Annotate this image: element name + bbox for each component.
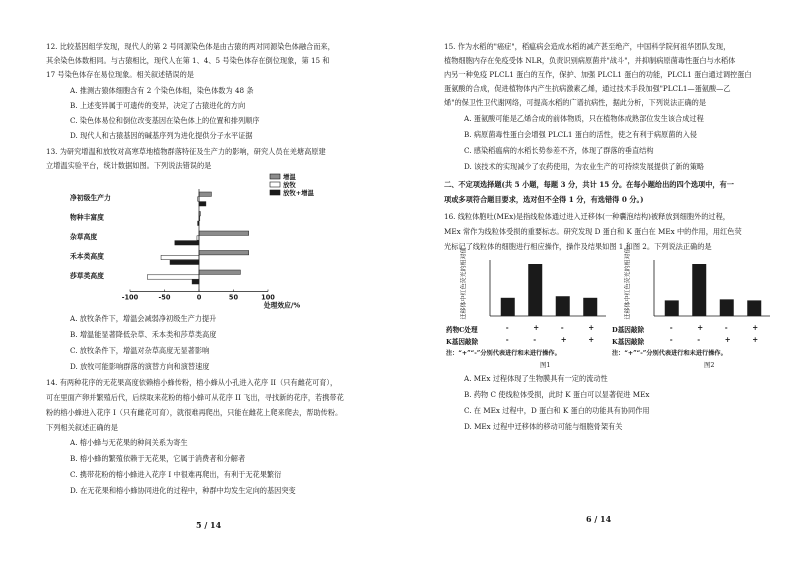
- legend-swatch-2: [270, 190, 280, 195]
- q13-option-a: A. 放牧条件下，增温会减弱净初级生产力提升: [70, 314, 217, 323]
- fig1-bar-plot: [488, 258, 613, 322]
- q13-option-b: B. 增温能显著降低杂草、禾本类和莎草类高度: [70, 330, 217, 339]
- page-number-left: 5 / 14: [196, 520, 222, 530]
- fig1-row-2-mark-3: +: [588, 335, 595, 344]
- fig2-row-2-marks: [652, 335, 777, 345]
- q12-option-b: B. 上述变异属于可遗传的变异，决定了古猿进化的方向: [70, 101, 246, 110]
- figure-1: [446, 247, 618, 370]
- fig1-bar-0: [501, 298, 515, 316]
- fig1-bar-2: [556, 296, 570, 316]
- q15-option-c: C. 感染稻瘟病的水稻长势参差不齐，体现了群落的垂直结构: [464, 146, 654, 155]
- bar-2-0: [199, 202, 206, 206]
- fig2-bar-0: [665, 300, 679, 316]
- fig1-row-1-marks: [488, 323, 613, 333]
- q14-stem-line-4: 下列相关叙述正确的是: [46, 423, 118, 432]
- fig1-row-1-mark-1: +: [533, 323, 540, 332]
- q12-option-a: A. 推测古猿体细胞含有 2 个染色体组，染色体数为 48 条: [70, 86, 254, 95]
- fig1-row-2-marks: [488, 335, 613, 345]
- bar-1-3: [161, 255, 199, 259]
- q12-stem-line-2: 其余染色体数相同。与古猿相比，现代人在第 1、4、5 号染色体存在倒位现象，第 15 和: [46, 56, 330, 65]
- q15-stem-line-4: 蛋氨酸的合成，促进植物体内产生抗病激素乙烯，通过技术手段加强"PLCL1—蛋氨酸—乙: [444, 84, 731, 93]
- x-tick-label-1: -50: [158, 293, 171, 302]
- category-label-4: 莎草类高度: [70, 272, 104, 280]
- fig1-row-1-mark-3: +: [588, 323, 595, 332]
- section2-heading-line-2: 项或多项符合题目要求，选对但不全得 1 分，有选错得 0 分。): [444, 195, 644, 204]
- q15-stem-line-1: 15. 作为水稻的"癌症"，稻瘟病会造成水稻的减产甚至绝产，中国科学院何祖华团队发现，: [444, 42, 731, 51]
- fig2-row-1-mark-0: -: [669, 323, 673, 332]
- figure-2: [612, 247, 782, 370]
- x-tick-label-0: -100: [121, 293, 139, 302]
- q13-option-d: D. 放牧可能影响群落的演替方向和演替速度: [70, 362, 210, 371]
- fig2-bar-1: [692, 264, 706, 316]
- q14-stem-line-1: 14. 有两种花序的无花果高度依赖榕小蜂传粉，榕小蜂从小孔进入花序 II（只有雌花可育），: [46, 378, 338, 387]
- q14-stem-line-2: 可在里面产卵并繁殖后代，后续取来花粉的榕小蜂可从花序 II 飞出，寻找新的花序，若携带花: [46, 393, 344, 402]
- fig1-bar-3: [583, 298, 597, 316]
- category-label-2: 杂草高度: [70, 233, 98, 241]
- bar-0-3: [199, 251, 249, 255]
- bar-2-2: [175, 241, 199, 245]
- fig1-row-2-mark-1: -: [533, 335, 537, 344]
- x-tick-label-4: 100: [261, 293, 275, 302]
- q14-option-b: B. 榕小蜂的繁殖依赖于无花果，它属于消费者和分解者: [70, 454, 246, 463]
- bar-2-4: [192, 280, 199, 284]
- bar-1-4: [147, 275, 199, 279]
- fig1-ylabel: 迁移体中红色荧光的相对值: [460, 247, 468, 320]
- q16-option-a: A. MEx 过程体现了生物膜具有一定的流动性: [464, 374, 608, 383]
- category-label-1: 物种丰富度: [70, 213, 104, 222]
- fig2-row-1-mark-2: -: [724, 323, 728, 332]
- fig1-row-2-label: K基因敲除: [446, 338, 479, 346]
- x-axis-title: 处理效应/%: [263, 301, 301, 310]
- fig1-caption: 图1: [540, 361, 551, 369]
- q16-option-b: B. 药物 C 使线粒体受损，此时 K 蛋白可以显著促进 MEx: [464, 390, 650, 399]
- fig2-row-2-mark-2: +: [724, 335, 731, 344]
- q15-stem-line-2: 植物细胞内存在免疫受体 NLR，负责识别病原菌并"战斗"，并抑制病原菌毒性蛋白与水稻体: [444, 56, 736, 65]
- q15-option-a: A. 蛋氨酸可能是乙烯合成的前体物质，只在植物体成熟部位发生该合成过程: [464, 114, 704, 123]
- legend-label-0: 增温: [283, 173, 296, 181]
- fig2-row-1-marks: [652, 323, 777, 333]
- page-number-right: 6 / 14: [586, 514, 612, 524]
- legend-swatch-1: [270, 182, 280, 187]
- fig2-row-2-mark-0: -: [669, 335, 673, 344]
- x-tick-label-2: 0: [196, 293, 202, 302]
- exam-page-right: [400, 0, 800, 566]
- q12-option-d: D. 现代人和古猿基因的碱基序列为进化提供分子水平证据: [70, 131, 253, 140]
- fig1-row-1-mark-0: -: [505, 323, 509, 332]
- fig1-row-1-label: 药物C处理: [446, 326, 478, 334]
- section2-heading-line-1: 二、不定项选择题(共 5 小题，每题 3 分，共计 15 分。在每小题给出的四个选项中，有一: [444, 180, 734, 189]
- fig2-row-2-mark-3: +: [752, 335, 759, 344]
- bar-2-3: [170, 260, 199, 264]
- fig2-row-2-mark-1: -: [697, 335, 701, 344]
- q13-option-c: C. 放牧条件下，增温对杂草高度无显著影响: [70, 346, 210, 355]
- q15-stem-line-5: 烯"的保卫性卫代谢网络，可提高水稻的广谱抗病性，据此分析，下列说法正确的是: [444, 98, 707, 107]
- treatment-effect-bar-chart: [70, 172, 330, 310]
- q16-stem-line-1: 16. 线粒体胞吐(MEx)是指线粒体通过进入迁移体(一种囊泡结构)被释放到细胞外的过程，: [444, 212, 730, 221]
- category-label-0: 净初级生产力: [70, 194, 111, 202]
- fig2-bar-plot: [652, 258, 777, 322]
- bar-0-4: [199, 270, 240, 274]
- legend-swatch-0: [270, 174, 280, 179]
- q14-option-d: D. 在无花果和榕小蜂协同进化的过程中，种群中均发生定向的基因突变: [70, 486, 296, 495]
- legend-label-2: 放牧+增温: [283, 189, 314, 197]
- q15-stem-line-3: 内另一种免疫 PLCL1 蛋白的互作，保护、加强 PLCL1 蛋白的功能，PLCL1 蛋白通过调控蛋白: [444, 70, 752, 79]
- fig2-bar-3: [747, 300, 761, 316]
- fig1-row-2-mark-2: +: [560, 335, 567, 344]
- x-tick-label-3: 50: [228, 293, 239, 302]
- fig2-row-2-label: K基因敲除: [612, 338, 645, 346]
- bar-0-2: [199, 231, 249, 235]
- bar-0-0: [199, 192, 211, 196]
- q14-option-c: C. 携带花粉的榕小蜂进入花序 I 中很难再爬出，有利于无花果繁衍: [70, 470, 282, 479]
- q12-stem-line-1: 12. 比较基因组学发现，现代人的第 2 号同源染色体是由古猿的两对同源染色体融合而来，: [46, 42, 335, 51]
- fig1-bar-1: [528, 264, 542, 316]
- q15-option-d: D. 该技术的实现减少了农药使用，为农业生产的可持续发展提供了新的策略: [464, 162, 705, 171]
- fig1-row-2-mark-0: -: [505, 335, 509, 344]
- fig2-row-1-label: D基因敲除: [612, 326, 645, 334]
- q12-option-c: C. 染色体易位和倒位改变基因在染色体上的位置和排列顺序: [70, 116, 260, 125]
- q16-option-d: D. MEx 过程中迁移体的移动可能与细胞骨架有关: [464, 422, 623, 431]
- q16-option-c: C. 在 MEx 过程中，D 蛋白和 K 蛋白的功能具有协同作用: [464, 406, 650, 415]
- fig2-note: 注：“+”“-”分别代表进行和未进行操作。: [612, 350, 727, 357]
- q16-stem-line-2: MEx 常作为线粒体受损的重要标志。研究发现 D 蛋白和 K 蛋白在 MEx 中的作用，用红色荧: [444, 227, 742, 236]
- q15-option-b: B. 病原菌毒性蛋白会增强 PLCL1 蛋白的活性，使之有利于病原菌的入侵: [464, 130, 697, 139]
- fig2-bar-2: [720, 299, 734, 316]
- q14-stem-line-3: 粉的榕小蜂进入花序 I（只有雌花可育），就很难再爬出，只能在雌花上爬来爬去，帮助传粉。: [46, 408, 343, 417]
- q13-stem-line-2: 立增温实验平台，统计数据如图。下列说法错误的是: [46, 161, 212, 170]
- q16-stem-line-3: 光标记了线粒体的细胞进行相应操作，操作及结果如图 1 和图 2。下列说法正确的是: [444, 242, 712, 251]
- fig2-ylabel: 迁移体中红色荧光的相对值: [624, 247, 632, 320]
- fig1-row-1-mark-2: -: [560, 323, 564, 332]
- fig2-caption: 图2: [704, 361, 715, 369]
- fig2-row-1-mark-3: +: [752, 323, 759, 332]
- category-label-3: 禾本类高度: [70, 252, 104, 261]
- q14-option-a: A. 榕小蜂与无花果的种间关系为寄生: [70, 438, 188, 447]
- legend-label-1: 放牧: [283, 181, 296, 189]
- fig2-row-1-mark-1: +: [697, 323, 704, 332]
- q13-stem-line-1: 13. 为研究增温和放牧对高寒草地植物群落特征及生产力的影响，研究人员在羌塘高原建: [46, 147, 326, 156]
- q12-stem-line-3: 17 号染色体存在易位现象。相关叙述错误的是: [46, 70, 194, 79]
- fig1-note: 注：“+”“-”分别代表进行和未进行操作。: [446, 350, 561, 357]
